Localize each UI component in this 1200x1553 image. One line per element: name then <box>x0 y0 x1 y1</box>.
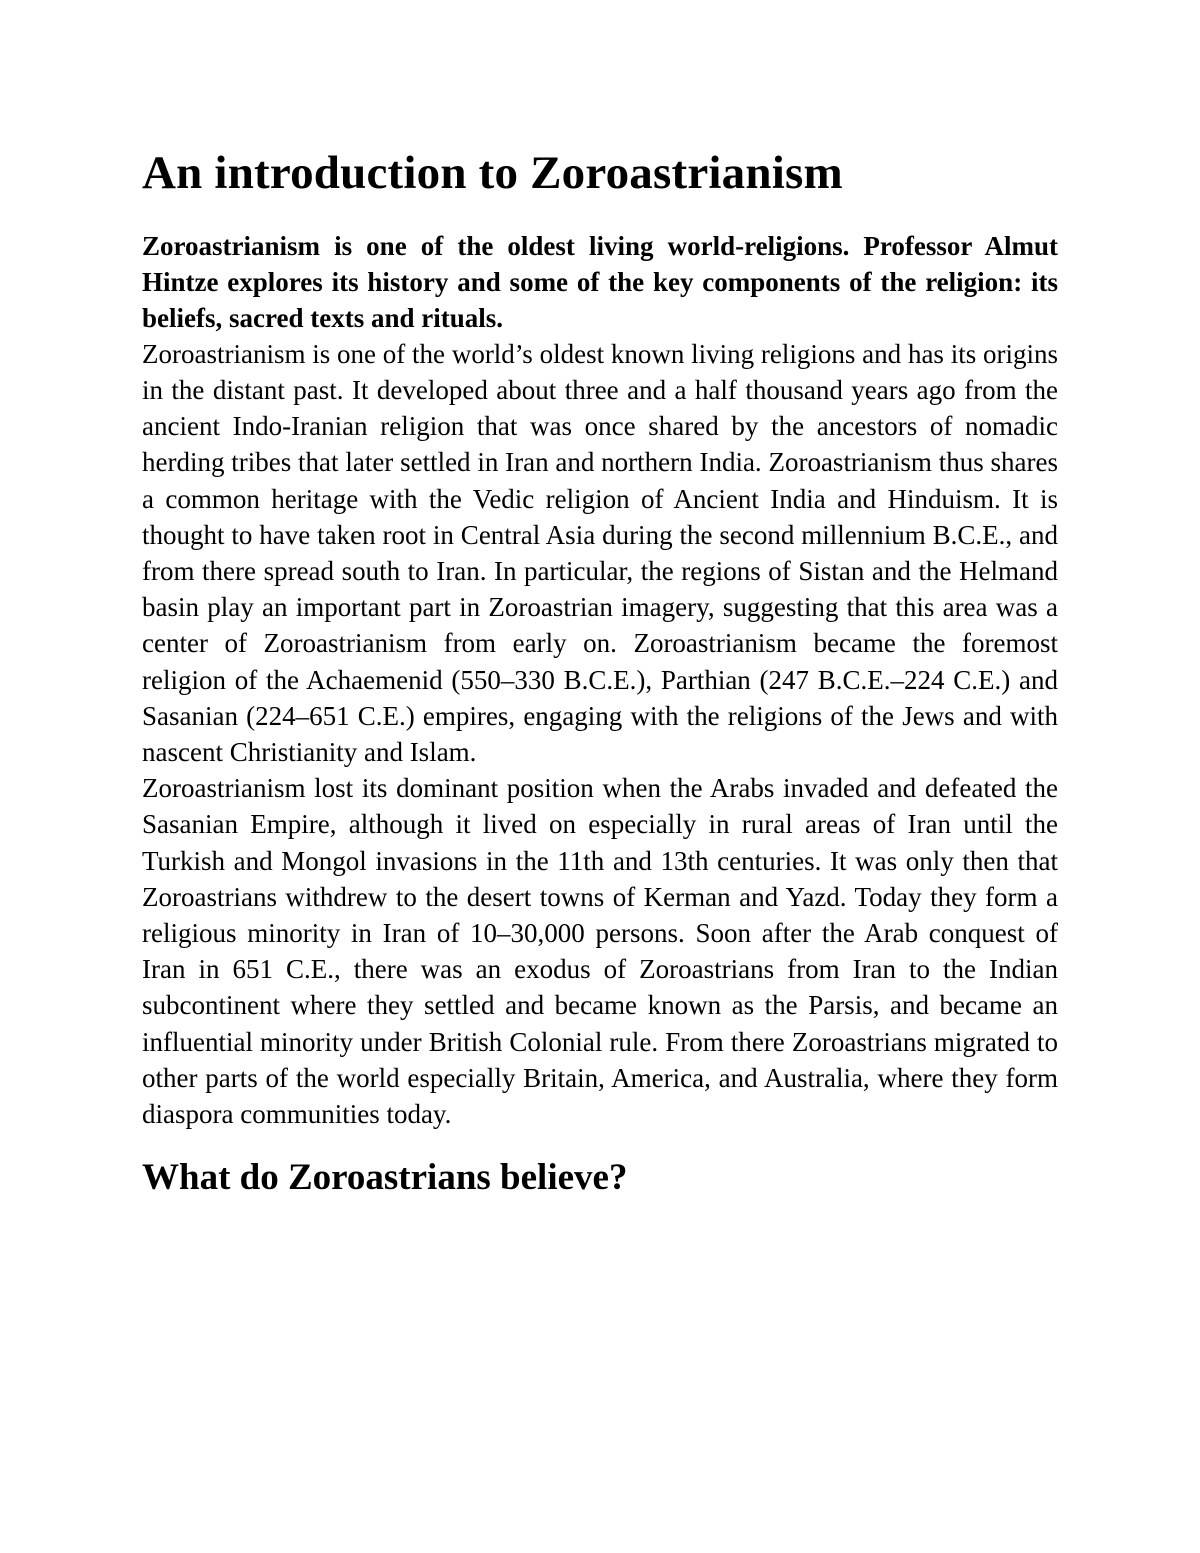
document-title: An introduction to Zoroastrianism <box>142 147 843 199</box>
lead-paragraph: Zoroastrianism is one of the oldest living world-religions. Professor Almut Hintze explores its history and some of the key components of the religion: its beliefs, sacred texts and rituals. <box>142 230 1058 333</box>
document-page <box>142 148 1058 1201</box>
body-paragraph-decline: Zoroastrianism lost its dominant position when the Arabs invaded and defeated the Sasanian Empire, although it lived on especially in rural areas of Iran until the Turkish and Mongol invasions in the 11th and 13th centuries. It was only then that Zoroastrians withdrew to the desert towns of Kerman and Yazd. Today they form a religious minority in Iran of 10–30,000 persons. Soon after the Arab conquest of Iran in 651 C.E., there was an exodus of Zoroastrians from Iran to the Indian subcontinent where they settled and became known as the Parsis, and became an influential minority under British Colonial rule. From there Zoroastrians migrated to other parts of the world especially Britain, America, and Australia, where they form diaspora communities today. <box>142 773 1058 1129</box>
section-heading-beliefs: What do Zoroastrians believe? <box>142 1157 628 1199</box>
body-paragraph-history: Zoroastrianism is one of the world’s oldest known living religions and has its origins in the distant past. It developed about three and a half thousand years ago from the ancient Indo-Iranian religion that was once shared by the ancestors of nomadic herding tribes that later settled in Iran and northern India. Zoroastrianism thus shares a common heritage with the Vedic religion of Ancient India and Hinduism. It is thought to have taken root in Central Asia during the second millennium B.C.E., and from there spread south to Iran. In particular, the regions of Sistan and the Helmand basin play an important part in Zoroastrian imagery, suggesting that this area was a center of Zoroastrianism from early on. Zoroastrianism became the foremost religion of the Achaemenid (550–330 B.C.E.), Parthian (247 B.C.E.–224 C.E.) and Sasanian (224–651 C.E.) empires, engaging with the religions of the Jews and with nascent Christianity and Islam. <box>142 338 1058 767</box>
